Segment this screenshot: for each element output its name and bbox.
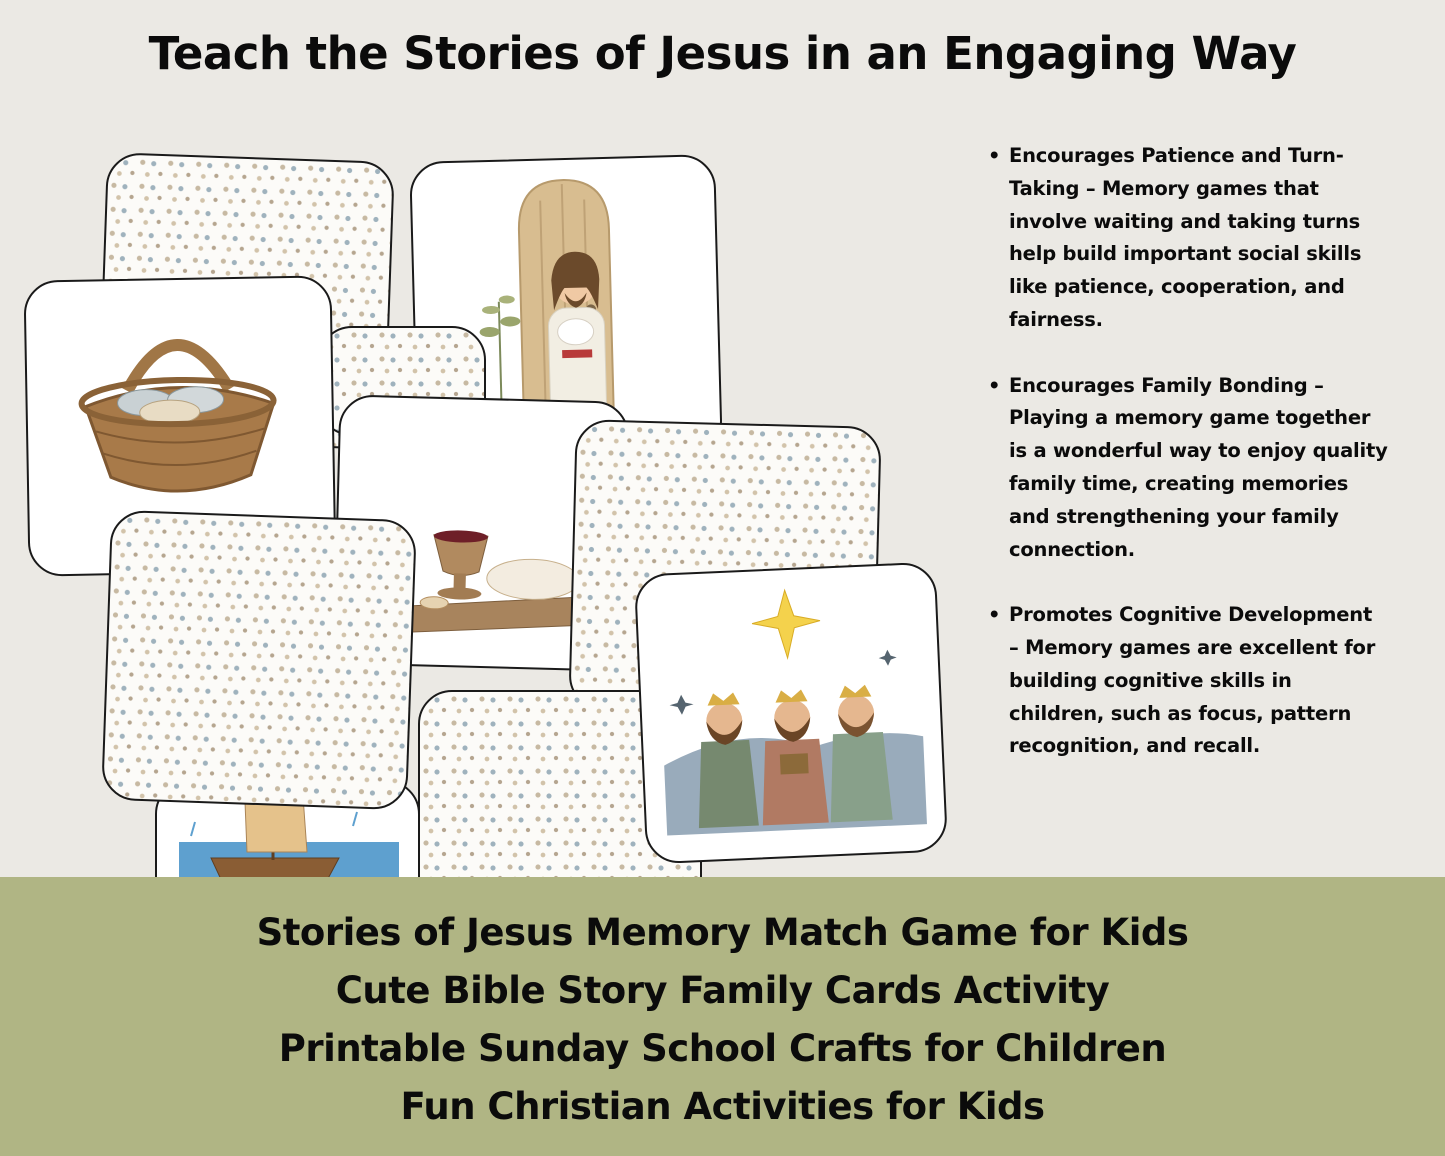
benefit-item: • Encourages Family Bonding – Playing a memory game together is a wonderful way to enjoy quality family time, creating memories and strengthening your family connection.: [988, 370, 1388, 567]
card-three-wise-men[interactable]: [634, 562, 948, 865]
footer-line: Stories of Jesus Memory Match Game for Kids: [256, 911, 1189, 954]
page-title: Teach the Stories of Jesus in an Engaging Way: [148, 27, 1297, 80]
footer-band: [0, 877, 1445, 1156]
footer-line: Printable Sunday School Crafts for Children: [278, 1027, 1167, 1070]
watermark: [540, 352, 550, 387]
benefits-list: [988, 140, 1388, 796]
footer-line: Fun Christian Activities for Kids: [400, 1085, 1045, 1128]
benefit-item: • Encourages Patience and Turn-Taking – Memory games that involve waiting and taking turns help build important social skills like patience, cooperation, and fairness.: [988, 140, 1388, 337]
card-back[interactable]: [101, 510, 417, 811]
three-wise-men-illustration: [636, 564, 946, 863]
footer-line: Cute Bible Story Family Cards Activity: [335, 969, 1110, 1012]
benefit-item: • Promotes Cognitive Development – Memory games are excellent for building cognitive skills in children, such as focus, pattern recognition, and recall.: [988, 599, 1388, 763]
